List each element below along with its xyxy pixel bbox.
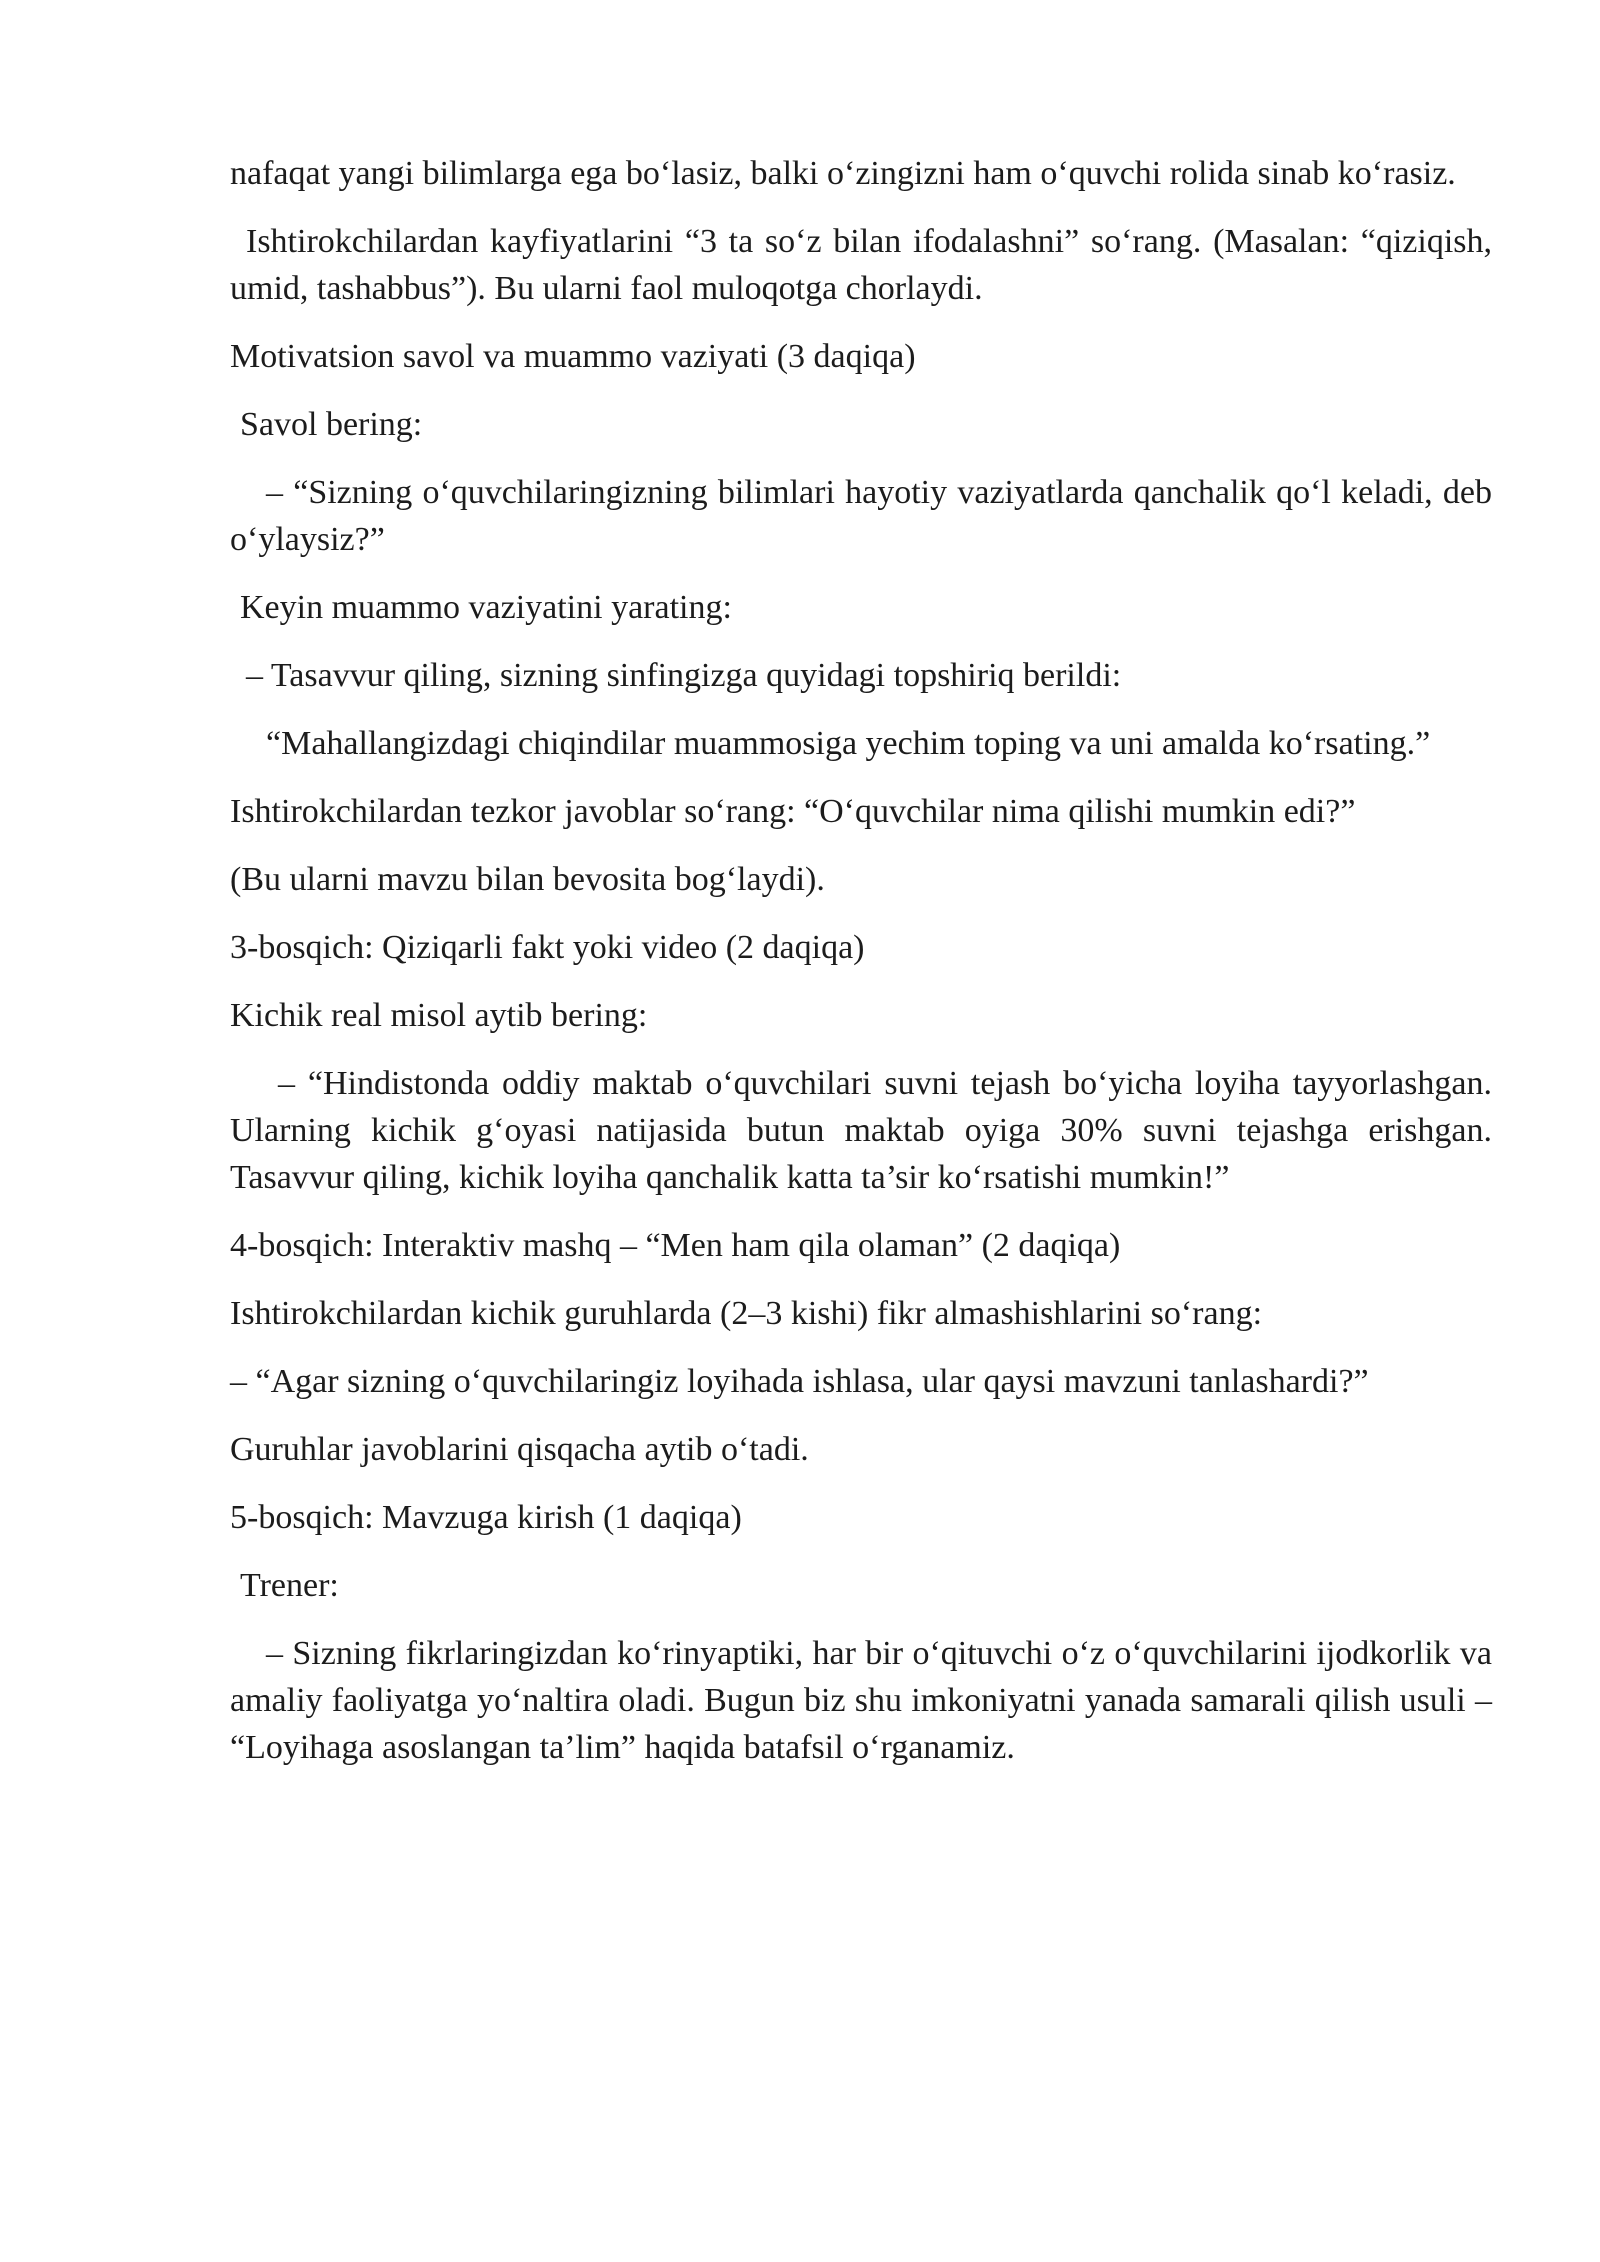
heading-stage-4: 4-bosqich: Interaktiv mashq – “Men ham qila olaman” (2 daqiqa) [230,1227,1121,1264]
paragraph-imagine-task: – Tasavvur qiling, sizning sinfingizga quyidagi topshiriq berildi: [246,657,1122,694]
paragraph-continuation: nafaqat yangi bilimlarga ega bo‘lasiz, balki o‘zingizni ham o‘quvchi rolida sinab ko‘rasiz. [230,155,1456,192]
paragraph-trainer-speech: – Sizning fikrlaringizdan ko‘rinyaptiki, har bir o‘qituvchi o‘z o‘quvchilarini ijodkorlik va amaliy faoliyatga yo‘naltira oladi. Bugun biz shu imkoniyatni yanada samarali qilish usuli – “Loyihaga asoslangan ta’lim” haqida batafsil o‘rganamiz. [230,1635,1492,1766]
paragraph-real-example: Kichik real misol aytib bering: [230,997,648,1034]
paragraph-create-problem: Keyin muammo vaziyatini yarating: [240,589,732,626]
heading-stage-3: 3-bosqich: Qiziqarli fakt yoki video (2 daqiqa) [230,929,865,966]
paragraph-trainer: Trener: [240,1567,339,1604]
paragraph-quick-answers: Ishtirokchilardan tezkor javoblar so‘rang: “O‘quvchilar nima qilishi mumkin edi?” [230,793,1356,830]
heading-motivational-question: Motivatsion savol va muammo vaziyati (3 daqiqa) [230,338,916,375]
paragraph-groups-answer: Guruhlar javoblarini qisqacha aytib o‘tadi. [230,1431,809,1468]
quote-project-topic: – “Agar sizning o‘quvchilaringiz loyihada ishlasa, ular qaysi mavzuni tanlashardi?” [230,1363,1369,1400]
quote-question: – “Sizning o‘quvchilaringizning bilimlari hayotiy vaziyatlarda qanchalik qo‘l keladi, deb o‘ylaysiz?” [230,474,1492,558]
paragraph-group-discussion: Ishtirokchilardan kichik guruhlarda (2–3 kishi) fikr almashishlarini so‘rang: [230,1295,1263,1332]
paragraph-mood-words: Ishtirokchilardan kayfiyatlarini “3 ta so‘z bilan ifodalashni” so‘rang. (Masalan: “qiziqish, umid, tashabbus”). Bu ularni faol muloqotga chorlaydi. [230,223,1492,307]
heading-stage-5: 5-bosqich: Mavzuga kirish (1 daqiqa) [230,1499,742,1536]
quote-india-example: – “Hindistonda oddiy maktab o‘quvchilari suvni tejash bo‘yicha loyiha tayyorlashgan. Ularning kichik g‘oyasi natijasida butun maktab oyiga 30% suvni tejashga erishgan. Tasavvur qiling, kichik loyiha qanchalik katta ta’sir ko‘rsatishi mumkin!” [230,1065,1492,1196]
paragraph-ask-question: Savol bering: [240,406,423,443]
paragraph-connects-topic: (Bu ularni mavzu bilan bevosita bog‘laydi). [230,861,825,898]
document-page [230,150,1492,1792]
quote-task: “Mahallangizdagi chiqindilar muammosiga yechim toping va uni amalda ko‘rsating.” [266,725,1431,762]
